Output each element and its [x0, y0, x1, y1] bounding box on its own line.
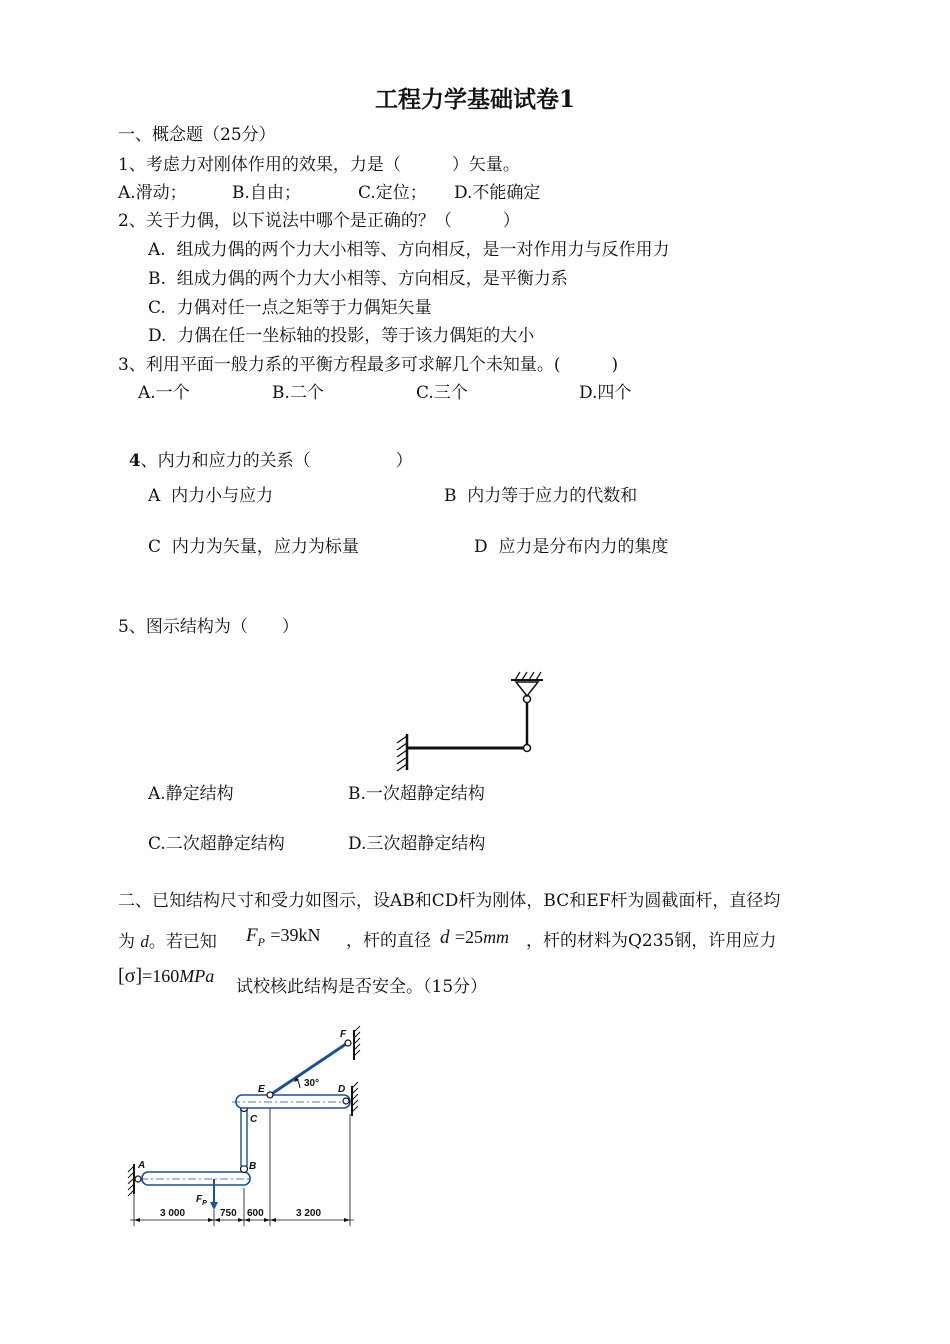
dim-3000: 3 000	[160, 1208, 186, 1219]
dim-750: 750	[220, 1208, 237, 1219]
q5-option-d: D.三次超静定结构	[348, 834, 486, 854]
dim-600: 600	[247, 1208, 264, 1219]
q3-stem: 3、利用平面一般力系的平衡方程最多可求解几个未知量。( )	[118, 355, 619, 375]
label-c: C	[250, 1114, 258, 1125]
label-b: B	[249, 1161, 257, 1172]
dim-3200: 3 200	[296, 1208, 322, 1219]
d-value: =25	[454, 927, 484, 947]
q3-option-d: D.四个	[579, 383, 632, 403]
q4-option-a: A 内力小与应力	[148, 486, 274, 506]
sigma-unit: MPa	[179, 966, 215, 986]
fp-expression	[246, 925, 321, 949]
sigma-expression	[118, 966, 214, 986]
q3-option-a: A.一个	[138, 383, 190, 403]
line2-prefix: 为	[118, 932, 135, 952]
q4-option-c: C 内力为矢量，应力为标量	[148, 537, 359, 557]
d-unit: mm	[483, 927, 510, 947]
q4-stem	[118, 436, 413, 470]
q1-stem: 1、考虑力对刚体作用的效果，力是（ ）矢量。	[118, 155, 520, 175]
sigma-symbol: [σ]	[118, 965, 143, 987]
sigma-value: =160	[142, 966, 180, 986]
label-a: A	[138, 1160, 146, 1171]
q2-option-a: A. 组成力偶的两个力大小相等、方向相反，是一对作用力与反作用力	[148, 240, 670, 260]
q2-stem: 2、关于力偶，以下说法中哪个是正确的？（ ）	[118, 211, 520, 231]
fp-value: =39kN	[270, 925, 321, 945]
q1-option-b: B.自由；	[232, 183, 301, 203]
label-fp: $F_P$	[196, 1194, 207, 1207]
d-expression	[440, 928, 509, 947]
page-title: 工程力学基础试卷1	[374, 86, 575, 113]
q3-option-c: C.三个	[416, 383, 468, 403]
line2-diameter-label: ，杆的直径	[346, 931, 431, 951]
label-angle: 30°	[304, 1078, 320, 1089]
fp-symbol: F	[246, 925, 258, 946]
section2-line3: 试校核此结构是否安全。（15分）	[236, 977, 488, 997]
label-d: D	[338, 1084, 346, 1095]
q1-option-d: D.不能确定	[454, 183, 541, 203]
q4-number: 4	[128, 451, 141, 471]
label-f: F	[340, 1029, 347, 1040]
q2-option-b: B. 组成力偶的两个力大小相等、方向相反，是平衡力系	[148, 269, 568, 289]
fp-subscript: P	[257, 935, 265, 949]
q4-stem-text: 、内力和应力的关系（ ）	[140, 451, 413, 471]
section2-line2	[118, 933, 217, 951]
q5-option-a: A.静定结构	[148, 784, 234, 804]
q1-option-c: C.定位；	[358, 183, 427, 203]
q5-option-b: B.一次超静定结构	[348, 784, 485, 804]
q5-structure-figure	[385, 668, 555, 778]
q4-option-b: B 内力等于应力的代数和	[444, 486, 638, 506]
label-e: E	[258, 1084, 265, 1095]
q5-stem: 5、图示结构为（ ）	[118, 617, 299, 637]
d-var: d	[140, 932, 149, 951]
q5-option-c: C.二次超静定结构	[148, 834, 285, 854]
line2-material: ，杆的材料为Q235钢，许用应力	[526, 931, 777, 951]
line2-known: 。若已知	[148, 932, 217, 952]
section2-structure-figure	[120, 1022, 380, 1234]
q2-option-c: C. 力偶对任一点之矩等于力偶矩矢量	[148, 298, 432, 318]
q1-option-a: A.滑动；	[118, 183, 187, 203]
section2-line1: 二、已知结构尺寸和受力如图示，设AB和CD杆为刚体，BC和EF杆为圆截面杆，直径均	[118, 891, 781, 911]
q4-option-d: D 应力是分布内力的集度	[474, 537, 669, 557]
q2-option-d: D. 力偶在任一坐标轴的投影，等于该力偶矩的大小	[148, 326, 535, 346]
d-symbol: d	[440, 927, 450, 948]
section1-heading: 一、概念题（25分）	[118, 125, 276, 145]
q3-option-b: B.二个	[272, 383, 324, 403]
